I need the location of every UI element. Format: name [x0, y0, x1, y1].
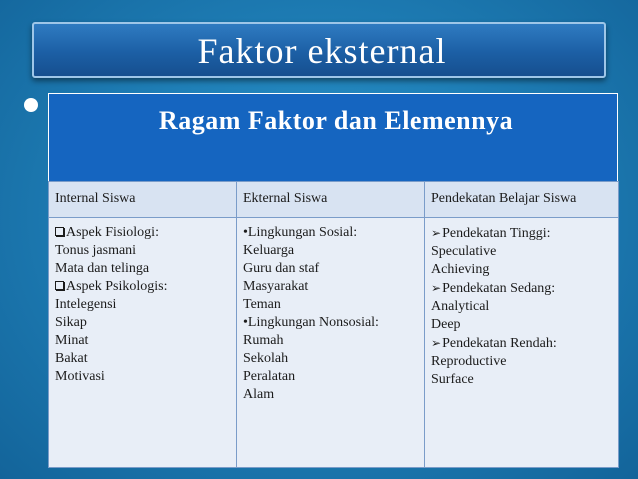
column-header-internal: Internal Siswa	[49, 182, 237, 218]
list-item-text: Sekolah	[243, 351, 289, 366]
list-item-text: Rumah	[243, 333, 284, 348]
list-item	[55, 260, 230, 278]
list-item-text: Motivasi	[55, 369, 105, 384]
list-item	[431, 316, 612, 334]
list-item-text: Pendekatan Rendah:	[442, 336, 557, 351]
list-item-text: Analytical	[431, 299, 490, 314]
title-bar	[32, 22, 606, 78]
list-item	[243, 368, 418, 386]
list-item	[55, 242, 230, 260]
list-item	[243, 350, 418, 368]
list-item	[243, 278, 418, 296]
list-item-text: Guru dan staf	[243, 261, 320, 276]
list-item-text: Speculative	[431, 244, 497, 259]
list-item-text: Peralatan	[243, 369, 296, 384]
list-item	[431, 371, 612, 389]
list-item-text: •Lingkungan Nonsosial:	[243, 315, 379, 330]
list-item-text: Reproductive	[431, 354, 507, 369]
table-heading-cell	[48, 93, 618, 181]
external-factors-cell	[237, 218, 425, 468]
list-item	[431, 353, 612, 371]
list-item	[55, 350, 230, 368]
list-item	[431, 334, 612, 353]
list-item	[55, 278, 230, 296]
factor-table	[48, 93, 618, 468]
column-header-external: Ekternal Siswa	[237, 182, 425, 218]
list-item	[55, 296, 230, 314]
list-item	[243, 296, 418, 314]
list-item-text: Aspek Psikologis:	[66, 279, 168, 294]
list-item-text: Deep	[431, 317, 461, 332]
checkbox-bullet-icon	[55, 227, 64, 236]
list-item-text: Masyarakat	[243, 279, 309, 294]
table-heading: Ragam Faktor dan Elemennya	[158, 106, 514, 135]
slide-title: Faktor eksternal	[197, 31, 447, 71]
list-item-text: Aspek Fisiologi:	[66, 225, 159, 240]
list-item	[55, 314, 230, 332]
column-header-row	[49, 182, 619, 218]
list-item	[431, 224, 612, 243]
checkbox-bullet-icon	[55, 281, 64, 290]
list-item-text: Mata dan telinga	[55, 261, 150, 276]
arrow-bullet-icon: ➢	[431, 336, 442, 350]
internal-factors-cell	[49, 218, 237, 468]
list-item-text: Alam	[243, 387, 275, 402]
list-item	[431, 298, 612, 316]
column-header-approach: Pendekatan Belajar Siswa	[425, 182, 619, 218]
bullet-point	[24, 98, 38, 112]
list-item-text: Keluarga	[243, 243, 295, 258]
list-item	[243, 260, 418, 278]
list-item	[55, 368, 230, 386]
list-item-text: Pendekatan Tinggi:	[442, 226, 551, 241]
list-item-text: Intelegensi	[55, 297, 117, 312]
list-item-text: Surface	[431, 372, 474, 387]
list-item	[243, 224, 418, 242]
arrow-bullet-icon: ➢	[431, 226, 442, 240]
factor-grid	[48, 181, 619, 468]
list-item	[243, 242, 418, 260]
list-item-text: Tonus jasmani	[55, 243, 137, 258]
list-item-text: Minat	[55, 333, 89, 348]
list-item-text: Bakat	[55, 351, 88, 366]
list-item	[243, 314, 418, 332]
list-item	[431, 261, 612, 279]
approach-factors-cell	[425, 218, 619, 468]
list-item	[55, 332, 230, 350]
list-item	[243, 332, 418, 350]
content-row	[49, 218, 619, 468]
list-item	[431, 243, 612, 261]
list-item-text: Achieving	[431, 262, 490, 277]
list-item-text: Sikap	[55, 315, 87, 330]
list-item	[431, 279, 612, 298]
list-item-text: Pendekatan Sedang:	[442, 281, 556, 296]
arrow-bullet-icon: ➢	[431, 281, 442, 295]
list-item-text: Teman	[243, 297, 281, 312]
list-item-text: •Lingkungan Sosial:	[243, 225, 358, 240]
list-item	[55, 224, 230, 242]
list-item	[243, 386, 418, 404]
